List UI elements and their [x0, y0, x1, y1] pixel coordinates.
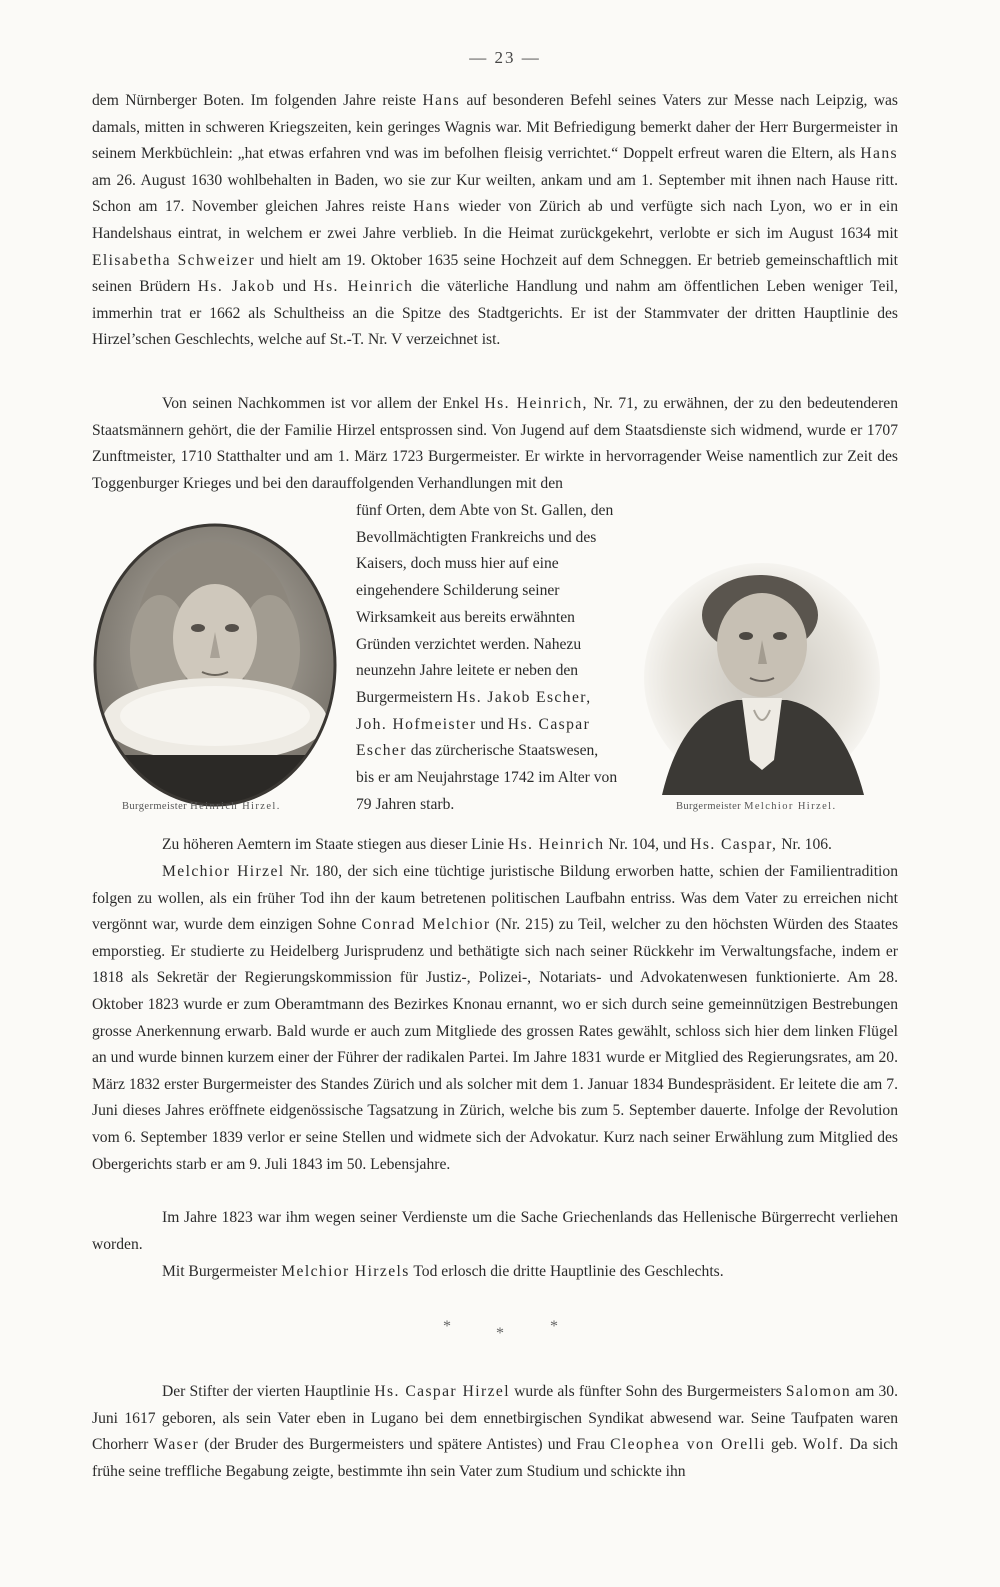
portrait-melchior-hirzel	[642, 560, 882, 795]
caption-heinrich-hirzel	[122, 801, 281, 812]
paragraph-1	[92, 88, 898, 354]
name-hs-jakob: Hs. Jakob	[197, 278, 276, 296]
text-run: wieder von Zürich ab und verfügte sich nach Lyon, wo er in ein Handelshaus eintrat, in welchem er zwei Jahre verblieb. In die Heimat zurückgekehrt, verlobte er sich im August 1634 mit	[92, 198, 899, 242]
name-melchior-hirzels: Melchior Hirzels	[281, 1263, 410, 1280]
text-run: auf besonderen Befehl seines Vaters zur Messe nach Leipzig, was damals, mitten in schweren Kriegszeiten, kein geringes Wagnis war. Mit Befriedigung bemerkt daher der Herr Burgermeister in seinem Merkbüchlein: „hat etwas erfahren vnd was im befolhen fleisig verrichtet.“ Doppelt erfreut waren die Eltern, als	[92, 92, 899, 163]
portrait-heinrich-hirzel	[90, 520, 340, 810]
text-run: am 26. August 1630 wohlbehalten in Baden, wo sie zur Kur weilten, ankam und am 1. September mit ihnen nach Hause ritt. Schon am 17. November gleichen Jahres reiste	[92, 171, 898, 216]
paragraph-2-column	[356, 498, 618, 818]
text-run: Mit Burgermeister	[162, 1263, 282, 1280]
text-run: Da sich frühe seine treffliche Begabung zeigte, bestimmte ihn sein Vater zum Studium und schickte ihn	[92, 1436, 898, 1480]
text-run: Nr. 104, und	[604, 836, 691, 853]
text-run: wurde als fünfter Sohn des Burgermeisters	[509, 1383, 786, 1400]
text-run: das zürcherische Staatswesen, bis er am Neujahrstage 1742 im Alter von 79 Jahren starb.	[356, 742, 618, 813]
text-run: Der Stifter der vierten Hauptlinie	[162, 1383, 375, 1400]
paragraph-4	[92, 859, 898, 1178]
name-melchior-hirzel: Melchior Hirzel	[162, 863, 285, 880]
paragraph-6	[92, 1259, 898, 1286]
caption-prefix: Burgermeister	[676, 801, 745, 812]
paragraph-2	[92, 391, 898, 497]
name-hans: Hans	[422, 92, 461, 109]
paragraph-5: Im Jahre 1823 war ihm wegen seiner Verdienste um die Sache Griechenlands das Hellenische Bürgerrecht verliehen worden.	[92, 1209, 898, 1253]
text-run: Zu höheren Aemtern im Staate stiegen aus dieser Linie	[162, 836, 508, 853]
paragraph-3	[92, 832, 898, 859]
name-hs-caspar-escher: Hs. Caspar Escher	[356, 715, 591, 760]
text-run: fünf Orten, dem Abte von St. Gallen, den Bevollmächtigten Frankreichs und des Kaisers, doch muss hier auf eine eingehendere Schilderung seiner Wirksamkeit aus bereits erwähnten Gründen verzichtet werden. Nahezu neunzehn Jahre leitete er neben den Burgermeistern	[356, 502, 614, 706]
name-hs-heinrich: Hs. Heinrich	[313, 278, 414, 296]
name-hans: Hans	[413, 198, 451, 216]
name-cleophea-von-orelli: Cleophea von Orelli	[610, 1436, 766, 1454]
name-elisabetha-schweizer: Elisabetha Schweizer	[92, 251, 256, 269]
name-waser: Waser	[153, 1436, 200, 1454]
name-hs-caspar: Hs. Caspar,	[690, 836, 778, 853]
text-run: und	[275, 278, 314, 296]
text-run: Tod erlosch die dritte Hauptlinie des Geschlechts.	[409, 1263, 724, 1280]
caption-prefix: Burgermeister	[122, 801, 191, 812]
caption-name: Heinrich Hirzel.	[190, 801, 281, 812]
name-hs-heinrich: Hs. Heinrich	[508, 836, 605, 853]
name-salomon: Salomon	[785, 1383, 852, 1400]
caption-melchior-hirzel	[676, 801, 836, 812]
name-hs-heinrich: Hs. Heinrich,	[484, 395, 588, 412]
text-run: (der Bruder des Burgermeisters und spätere Antistes) und Frau	[199, 1436, 611, 1454]
caption-name: Melchior Hirzel.	[744, 801, 837, 812]
separator-star: *	[550, 1318, 558, 1335]
separator-star: *	[496, 1325, 504, 1342]
text-run: geb.	[765, 1436, 803, 1454]
page-number: — 23 —	[469, 48, 541, 67]
name-conrad-melchior: Conrad Melchior	[361, 916, 491, 934]
separator-star: *	[443, 1318, 451, 1335]
text-run: Nr. 71, zu erwähnen, der zu den bedeutenderen Staatsmännern gehört, die der Familie Hirzel entsprossen sind. Von Jugend auf dem Staatsdienste sich widmend, wurde er 1707 Zunftmeister, 1710 Statthalter und am 1. März 1723 Burgermeister. Er wirkte in hervorragender Weise namentlich zur Zeit des Toggenburger Krieges und bei den darauffolgenden Verhandlungen mit den	[92, 395, 899, 492]
text-run: und	[476, 715, 508, 733]
text-run: (Nr. 215) zu Teil, welcher zu den höchsten Würden des Staates emporstieg. Er studierte zu Heidelberg Jurisprudenz und bethätigte sich nach seiner Rückkehr im Verwaltungsfache, indem er 1818 als Sekretär der Regierungskommission für Justiz-, Polizei-, Notariats- und Advokatenwesen funktionierte. Am 28. Oktober 1823 wurde er zum Oberamtmann des Bezirkes Knonau ernannt, wo er sich durch seine gemeinnützigen Bestrebungen grosse Anerkennung erwarb. Bald wurde er auch zum Mitgliede des grossen Rates gewählt, schloss sich hier dem linken Flügel an und wurde binnen kurzem einer der Führer der radikalen Partei. Im Jahre 1831 wurde er Mitglied des Regierungsrates, am 20. März 1832 erster Burgermeister des Standes Zürich und als solcher mit dem 1. Januar 1834 Bundespräsident. Er leitete die am 7. Juni dieses Jahres eröffnete eidgenössische Tagsatzung in Zürich, welche bis zum 5. September dauerte. Infolge der Revolution vom 6. September 1839 verlor er seine Stellen und widmete sich der Advokatur. Kurz nach seiner Erwählung zum Mitglied des Obergerichts starb er am 9. Juli 1843 im 50. Lebensjahre.	[92, 916, 899, 1173]
name-escher-hofmeister: Hs. Jakob Escher, Joh. Hofmeister	[356, 688, 592, 733]
name-wolf: Wolf.	[802, 1436, 845, 1454]
text-run: Nr. 106.	[777, 836, 832, 853]
text-run: Von seinen Nachkommen ist vor allem der Enkel	[162, 395, 485, 412]
text-run: dem Nürnberger Boten. Im folgenden Jahre reiste	[92, 92, 423, 109]
name-hans: Hans	[860, 145, 898, 163]
name-hs-caspar-hirzel: Hs. Caspar Hirzel	[374, 1383, 510, 1400]
text-run: Nr. 180, der sich eine tüchtige juristische Bildung erworben hatte, schien der Familientradition folgen zu wollen, als ein früher Tod ihn der kaum betretenen politischen Laufbahn entriss. Was dem Vater zu erreichen nicht vergönnt war, wurde dem einzigen Sohne	[92, 863, 898, 934]
text-run: die väterliche Handlung und nahm am öffentlichen Leben weniger Teil, immerhin trat er 1662 als Schultheiss an die Spitze des Stadtgerichts. Er ist der Stammvater der dritten Hauptlinie des Hirzel’schen Geschlechts, welche auf St.-T. Nr. V verzeichnet ist.	[92, 278, 899, 349]
text-run: und hielt am 19. Oktober 1635 seine Hochzeit auf dem Schneggen. Er betrieb gemeinschaftlich mit seinen Brüdern	[92, 251, 898, 296]
paragraph-7	[92, 1379, 898, 1485]
text-run: am 30. Juni 1617 geboren, als sein Vater eben in Lugano bei dem ennetbirgischen Syndikat abwesend war. Seine Taufpaten waren Chorherr	[92, 1383, 899, 1454]
